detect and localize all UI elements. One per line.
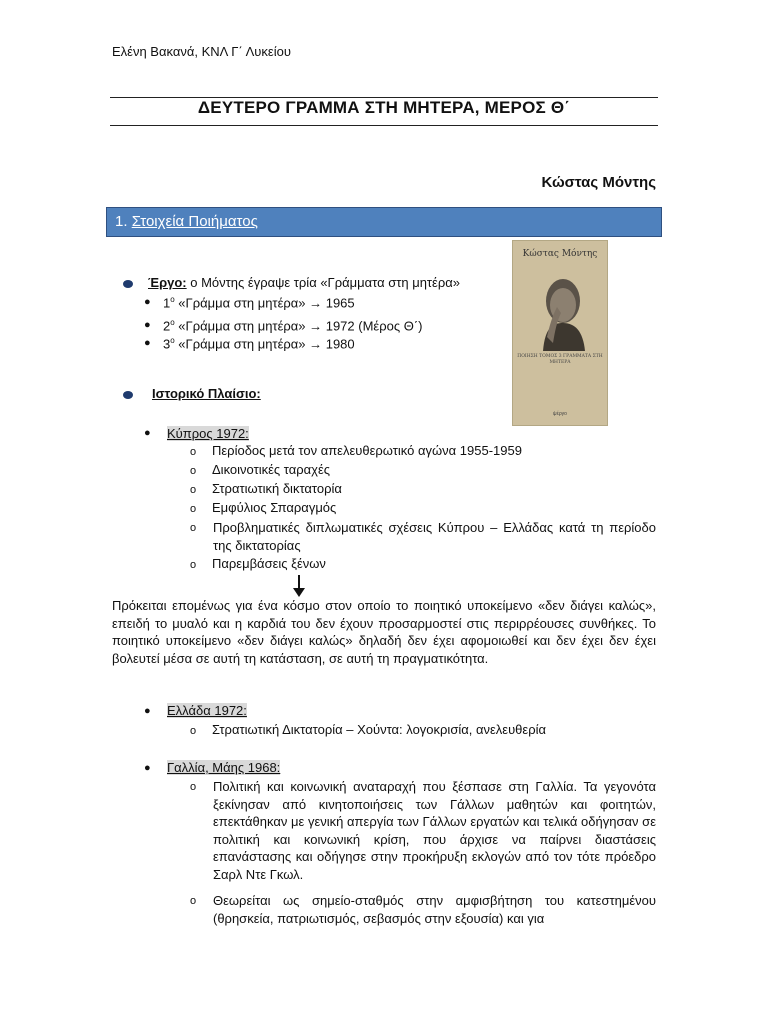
- poet-name: Κώστας Μόντης: [541, 174, 656, 191]
- ergo-line: [148, 275, 460, 290]
- bullet-dot-icon: ●: [144, 319, 151, 331]
- bullet-dot-icon: ●: [144, 427, 151, 439]
- section-label: Στοιχεία Ποιήματος: [131, 213, 258, 230]
- circle-bullet-icon: o: [190, 559, 197, 571]
- down-arrow-icon: [292, 575, 306, 597]
- circle-bullet-icon: o: [190, 522, 197, 534]
- ergo-label: Έργο:: [148, 275, 187, 290]
- cover-publisher: ψέργο: [553, 411, 567, 417]
- circle-bullet-icon: o: [190, 484, 197, 496]
- cyprus-item: Περίοδος μετά τον απελευθερωτικό αγώνα 1955-1959: [212, 443, 522, 458]
- circle-bullet-icon: o: [190, 781, 197, 793]
- cyprus-item: Στρατιωτική δικτατορία: [212, 481, 342, 496]
- bullet-dot-icon: ●: [144, 296, 151, 308]
- cover-title: Κώστας Μόντης: [522, 249, 598, 259]
- round-bullet-icon: [123, 391, 133, 399]
- context-label: Ιστορικό Πλαίσιο:: [152, 386, 261, 401]
- ergo-text: ο Μόντης έγραψε τρία «Γράμματα στη μητέρα»: [186, 275, 460, 290]
- bullet-dot-icon: ●: [144, 337, 151, 349]
- ergo-item: $2^o$ «Γράμμα στη μητέρα» → 1972 (Μέρος Θ΄): [163, 318, 423, 334]
- circle-bullet-icon: o: [190, 725, 197, 737]
- round-bullet-icon: [123, 280, 133, 288]
- author-line: Ελένη Βακανά, ΚΝΛ Γ΄ Λυκείου: [112, 44, 291, 59]
- section-number: 1.: [115, 213, 128, 230]
- greece-heading: Ελλάδα 1972:: [167, 703, 247, 718]
- circle-bullet-icon: o: [190, 895, 197, 907]
- cyprus-item: Παρεμβάσεις ξένων: [212, 556, 326, 571]
- poet-portrait: [529, 267, 593, 351]
- circle-bullet-icon: o: [190, 465, 197, 477]
- circle-bullet-icon: o: [190, 446, 197, 458]
- section-heading-bar: [106, 207, 662, 237]
- cover-subtitle: ΠΟΙΗΣΗ ΤΟΜΟΣ 3 ΓΡΑΜΜΑΤΑ ΣΤΗ ΜΗΤΕΡΑ: [517, 354, 603, 365]
- cyprus-item: Εμφύλιος Σπαραγμός: [212, 500, 337, 515]
- book-cover-image: [512, 240, 608, 426]
- title-bottom-rule: [110, 125, 658, 126]
- greece-item: Στρατιωτική Δικτατορία – Χούντα: λογοκρισία, ανελευθερία: [212, 722, 547, 737]
- bullet-dot-icon: ●: [144, 705, 151, 717]
- ergo-item: $1^o$ «Γράμμα στη μητέρα» → 1965: [163, 295, 355, 311]
- ergo-item: $3^o$ «Γράμμα στη μητέρα» → 1980: [163, 336, 355, 352]
- circle-bullet-icon: o: [190, 503, 197, 515]
- france-item: Θεωρείται ως σημείο-σταθμός στην αμφισβήτηση του κατεστημένου (θρησκεία, πατριωτισμός, σεβασμός στην εξουσία) και για: [213, 893, 656, 926]
- context-paragraph: Πρόκειται επομένως για ένα κόσμο στον οποίο το ποιητικό υποκείμενο «δεν διάγει καλώς», επειδή το μυαλό και η καρδιά του δεν έχουν προσαρμοστεί στις περιρρέουσες συνθήκες. Το ποιητικό υποκείμενο «δεν διάγει καλώς» δηλαδή δεν έχει αφομοιωθεί και δεν έχει δεν έχει βολευτεί μέσα σε αυτή τη κατάσταση, σε αυτή τη πραγματικότητα.: [112, 598, 656, 666]
- france-heading: Γαλλία, Μάης 1968:: [167, 760, 281, 775]
- cyprus-item: Δικοινοτικές ταραχές: [212, 462, 331, 477]
- france-item: Πολιτική και κοινωνική αναταραχή που ξέσπασε στη Γαλλία. Τα γεγονότα ξεκίνησαν από κινητοποιήσεις των Γάλλων μαθητών και φοιτητών, επεκτάθηκαν με γενική απεργία των Γάλλων εργατών και τελικά οδήγησαν σε πολιτική και κοινωνική κρίση, που άρχισε να παίρνει διαστάσεις επανάστασης και οδήγησε στην προκήρυξη εκλογών από τον τότε πρόεδρο Σαρλ Ντε Γκωλ.: [213, 779, 656, 882]
- cyprus-item: Προβληματικές διπλωματικές σχέσεις Κύπρου – Ελλάδας κατά τη περίοδο της δικτατορίας: [213, 520, 656, 553]
- cyprus-heading: Κύπρος 1972:: [167, 426, 249, 441]
- bullet-dot-icon: ●: [144, 762, 151, 774]
- page-title: ΔΕΥΤΕΡΟ ΓΡΑΜΜΑ ΣΤΗ ΜΗΤΕΡΑ, ΜΕΡΟΣ Θ΄: [197, 98, 571, 117]
